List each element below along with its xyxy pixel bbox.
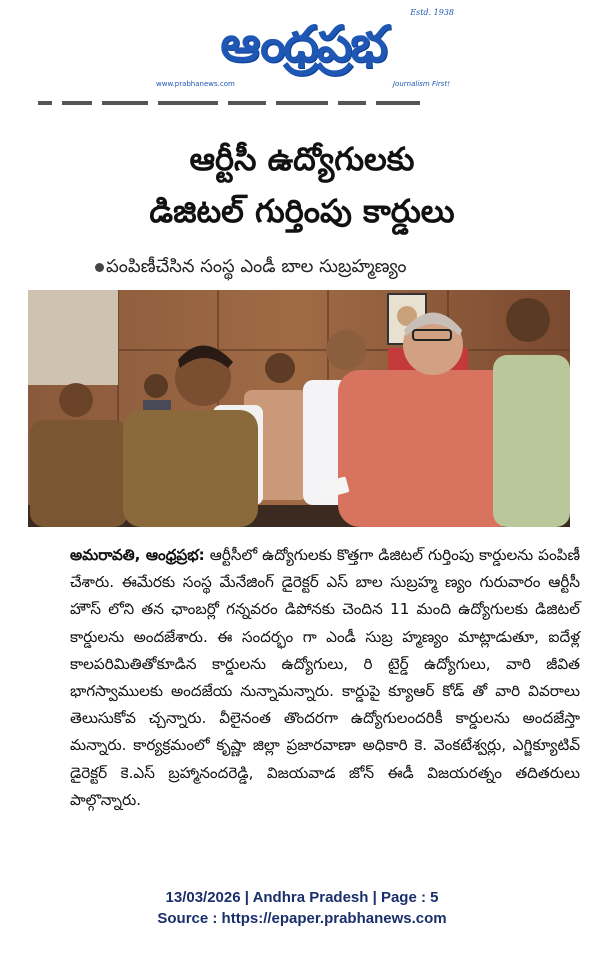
footer-date-page: 13/03/2026 | Andhra Pradesh | Page : 5	[165, 889, 439, 906]
newspaper-masthead	[150, 8, 456, 92]
headline-line-1: ఆర్టీసీ ఉద్యోగులకు	[189, 140, 415, 178]
bullet-icon	[95, 263, 104, 272]
article-text: ఆర్టీసీలో ఉద్యోగులకు కొత్తగా డిజిటల్ గుర్తింపు కార్డులను పంపిణీ చేశారు. ఈమేరకు సంస్థ మేనేజింగ్ డైరెక్టర్ ఎస్ బాల సుబ్రహ్మ ణ్యం గురువారం ఆర్టీసీ హౌస్ లోని తన ఛాంబర్లో గన్నవరం డిపోనకు చెందిన 11 మంది ఉద్యోగులకు డిజిటల్ కార్డులను అందజేశారు. ఈ సందర్భం గా ఎండీ సుబ్ర హ్మణ్యం మాట్లాడుతూ, ఐదేళ్ల కాలపరిమితితోకూడిన కార్డులను ఉద్యోగులు, రి టైర్డ్ ఉద్యోగులు, వారి జీవిత భాగస్వాములకు అందజేయ నున్నామన్నారు. కార్డుపై క్యూఆర్ కోడ్ తో వారి వివరాలు తెలుసుకోవ చ్చన్నారు. వీలైనంత తొందరగా ఉద్యోగులందరికీ కార్డులను అందజేస్తా మన్నారు. కార్యక్రమంలో కృష్ణా జిల్లా ప్రజారవాణా అధికారి కె. వెంకటేశ్వర్లు, ఎగ్జిక్యూటివ్ డైరెక్టర్ కె.ఎస్ బ్రహ్మానందరెడ్డి, విజయవాడ జోన్ ఈడీ విజయరత్నం తదితరులు పాల్గొన్నారు.	[70, 546, 581, 809]
news-photo	[28, 290, 570, 527]
footer-source: Source : https://epaper.prabhanews.com	[157, 910, 447, 927]
masthead-website: www.prabhanews.com	[156, 80, 235, 88]
news-photo-illustration	[28, 290, 570, 527]
article-paragraph	[70, 542, 580, 814]
subheadline	[95, 256, 515, 281]
masthead-logo: ఆంధ్రప్రభ	[220, 15, 386, 73]
clipped-text-edge	[38, 99, 438, 107]
subheadline-text: పంపిణీచేసిన సంస్థ ఎండీ బాల సుబ్రహ్మణ్యం	[106, 256, 407, 277]
headline-line-2: డిజిటల్ గుర్తింపు కార్డులు	[149, 192, 455, 230]
masthead-tagline: Journalism First!	[392, 80, 450, 88]
article-dateline: అమరావతి, ఆంధ్రప్రభ:	[70, 546, 205, 564]
masthead-estd: Estd. 1938	[410, 8, 454, 17]
article-body	[70, 542, 580, 814]
